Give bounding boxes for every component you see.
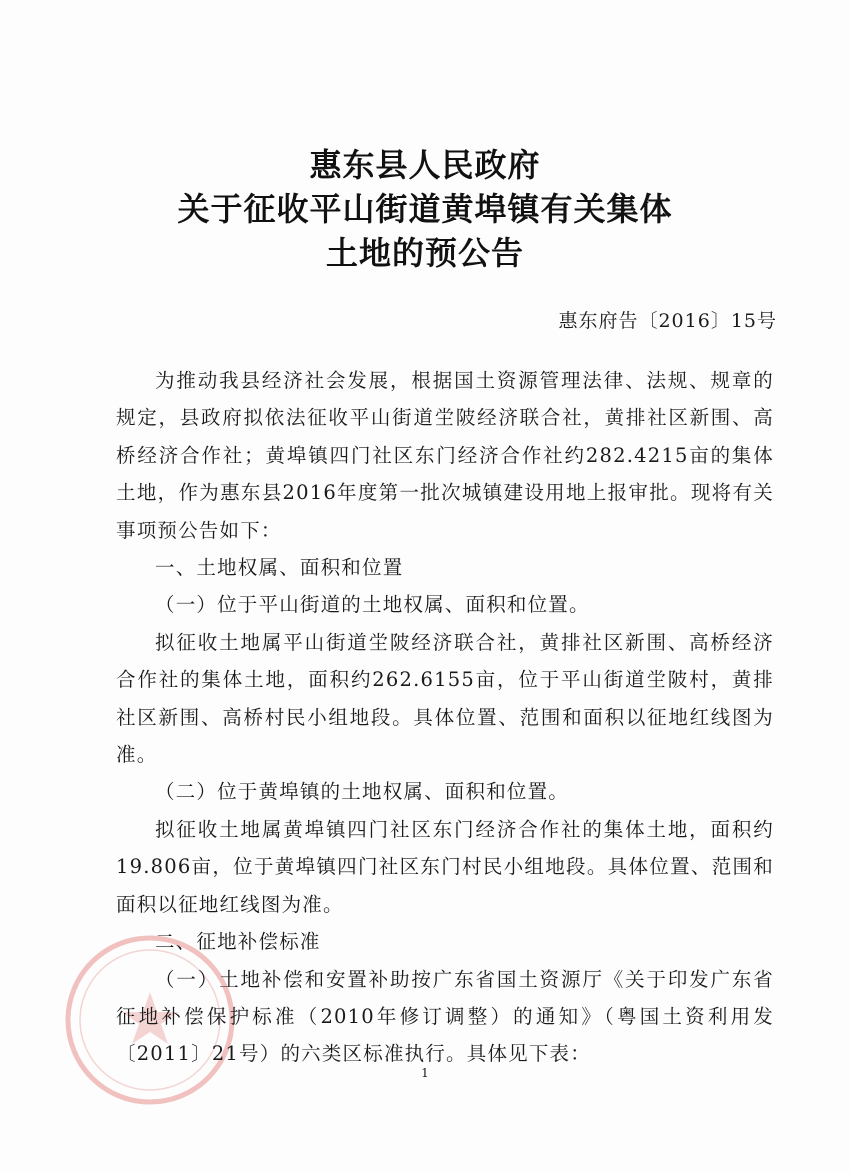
subsection-heading-1-1: （一）位于平山街道的土地权属、面积和位置。 (155, 593, 590, 617)
subsection-body-1-1: 拟征收土地属平山街道坣陂经济联合社，黄排社区新围、高桥经济合作社的集体土地，面积约262.6155亩，位于平山街道坣陂村，黄排社区新围、高桥村民小组地段。具体位置、范围和面积以征地红线图为准。 (116, 630, 774, 767)
document-title (0, 143, 850, 275)
title-line-3: 土地的预公告 (325, 234, 524, 272)
subsection-heading-1-2: （二）位于黄埠镇的土地权属、面积和位置。 (155, 780, 570, 804)
document-number: 惠东府告〔2016〕15号 (558, 310, 777, 332)
subsection-body-2-1: （一）土地补偿和安置补助按广东省国土资源厅《关于印发广东省征地补偿保护标准（2010年修订调整）的通知》（粤国土资利用发〔2011〕21号）的六类区标准执行。具体见下表： (116, 967, 774, 1066)
subsection-body-1-2: 拟征收土地属黄埠镇四门社区东门经济合作社的集体土地，面积约19.806亩，位于黄埠镇四门社区东门村民小组地段。具体位置、范围和面积以征地红线图为准。 (116, 817, 774, 916)
section-heading-1: 一、土地权属、面积和位置 (155, 556, 404, 580)
page-number: 1 (421, 1066, 429, 1080)
document-body (116, 362, 774, 1073)
section-heading-2: 二、征地补偿标准 (155, 930, 321, 954)
intro-paragraph: 为推动我县经济社会发展，根据国土资源管理法律、法规、规章的规定，县政府拟依法征收平山街道坣陂经济联合社，黄排社区新围、高桥经济合作社；黄埠镇四门社区东门经济合作社约282.4215亩的集体土地，作为惠东县2016年度第一批次城镇建设用地上报审批。现将有关事项预公告如下： (116, 369, 774, 542)
title-line-1: 惠东县人民政府 (309, 146, 541, 184)
title-line-2: 关于征收平山街道黄埠镇有关集体 (177, 190, 673, 228)
